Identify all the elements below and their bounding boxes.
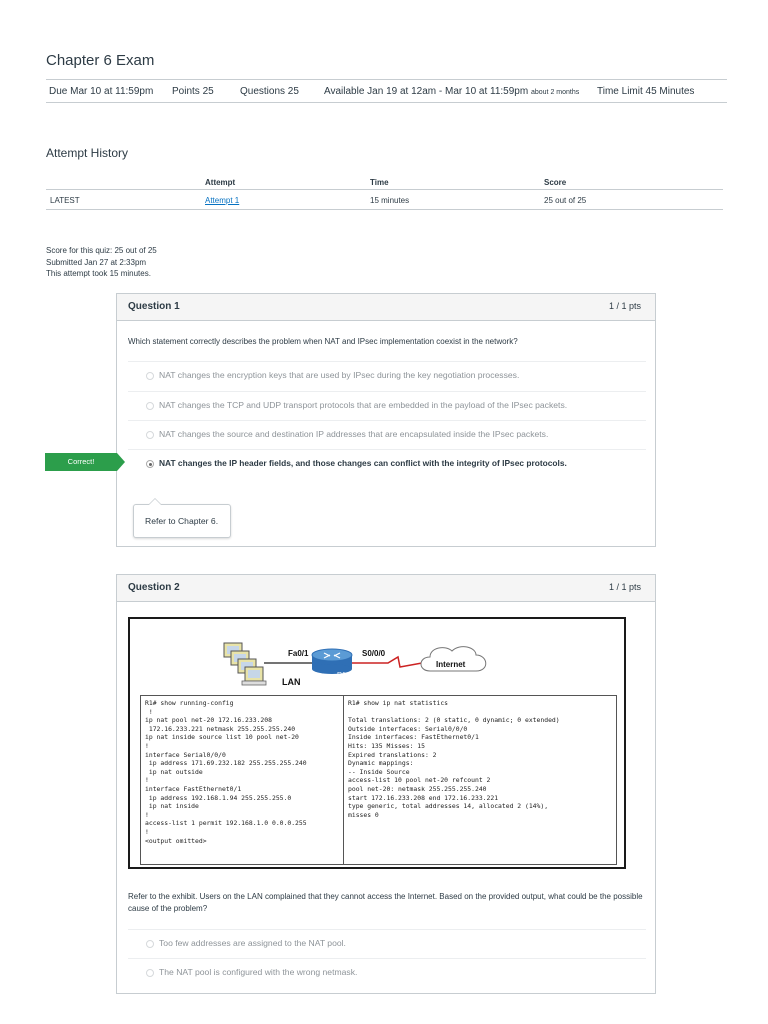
answer-option[interactable] [128,391,646,420]
question-text: Which statement correctly describes the problem when NAT and IPsec implementation coexist in the network? [128,337,518,346]
question-count: Questions 25 [240,86,299,97]
due-date: Due Mar 10 at 11:59pm [49,86,154,97]
points: Points 25 [172,86,214,97]
comment-text: Refer to Chapter 6. [145,516,219,526]
answer-text: NAT changes the source and destination IP addresses that are encapsulated inside the IPsec packets. [159,429,549,439]
score-summary: Score for this quiz: 25 out of 25 [46,246,157,255]
attempt-link[interactable]: Attempt 1 [205,196,240,205]
router-icon [312,649,352,674]
radio-button[interactable] [146,402,154,410]
fa01-label: Fa0/1 [288,649,309,658]
router-label: R1 [337,672,346,679]
question-header [117,294,655,321]
answer-comment [133,504,231,538]
exhibit-image [128,617,626,869]
answer-option-selected[interactable] [128,449,646,478]
column-header-score: Score [544,178,567,187]
duration-summary: This attempt took 15 minutes. [46,269,151,278]
s000-label: S0/0/0 [362,649,386,658]
attempt-time: 15 minutes [370,196,410,205]
nat-statistics-output: R1# show ip nat statistics Total translations: 2 (0 static, 0 dynamic; 0 extended) Outside interfaces: Serial0/0/0 Inside interfaces: FastEthernet0/1 Hits: 135 Misses: 15 Expired translations: 2 Dynamic mappings: -- Inside Source access-list 10 pool net-20 refcount 2 pool net-20: netmask 255.255.255.240 start 172.16.233.208 end 172.16.233.221 type generic, total addresses 14, allocated 2 (14%), misses 0 [343,695,617,865]
column-header-attempt: Attempt [205,178,236,187]
answer-text: Too few addresses are assigned to the NAT pool. [159,938,346,948]
question-header [117,575,655,602]
question-2 [116,574,656,994]
question-text: Refer to the exhibit. Users on the LAN complained that they cannot access the Internet. Based on the provided output, what could be the possible cause of the problem? [128,892,643,913]
correct-answer-flag: Correct! [45,453,117,471]
network-diagram [130,619,624,693]
radio-button-selected[interactable] [146,460,154,468]
table-header-row [46,174,723,190]
availability: Available Jan 19 at 12am - Mar 10 at 11:59pm about 2 months [324,86,580,97]
answer-text: NAT changes the IP header fields, and those changes can conflict with the integrity of IPsec protocols. [159,458,567,468]
serial-link [352,657,422,667]
attempt-history-table [46,174,723,210]
lan-label: LAN [282,677,301,687]
radio-button[interactable] [146,940,154,948]
question-points: 1 / 1 pts [608,301,641,311]
submitted-summary: Submitted Jan 27 at 2:33pm [46,257,147,267]
page-title: Chapter 6 Exam [46,52,155,69]
question-title: Question 1 [128,301,180,312]
answer-option[interactable] [128,958,646,987]
running-config-output: R1# show running-config ! ip nat pool net-20 172.16.233.208 172.16.233.221 netmask 255.255.255.240 ip nat inside source list 10 pool net-20 ! interface Serial0/0/0 ip address 171.69.232.182 255.255.255.240 ip nat outside ! interface FastEthernet0/1 ip address 192.168.1.94 255.255.255.0 ip nat inside ! access-list 1 permit 192.168.1.0 0.0.0.255 ! <output omitted> [140,695,344,865]
internet-label: Internet [436,660,466,669]
quiz-summary [46,245,157,280]
latest-label: LATEST [50,196,80,205]
radio-button[interactable] [146,372,154,380]
answer-text: NAT changes the encryption keys that are used by IPsec during the key negotiation processes. [159,370,520,380]
answer-option[interactable] [128,420,646,449]
column-header-time: Time [370,178,389,187]
answer-text: NAT changes the TCP and UDP transport protocols that are embedded in the payload of the IPsec packets. [159,400,568,410]
answer-option[interactable] [128,361,646,390]
question-1 [116,293,656,547]
answer-text: The NAT pool is configured with the wrong netmask. [159,967,358,977]
attempt-history-title: Attempt History [46,146,129,160]
radio-button[interactable] [146,969,154,977]
time-limit: Time Limit 45 Minutes [597,86,695,97]
answer-option[interactable] [128,929,646,958]
lan-computers-icon [224,643,266,685]
attempt-score: 25 out of 25 [544,196,587,205]
question-title: Question 2 [128,582,180,593]
quiz-details-bar [46,79,727,103]
table-row [46,190,723,210]
radio-button[interactable] [146,431,154,439]
question-points: 1 / 1 pts [608,582,641,592]
